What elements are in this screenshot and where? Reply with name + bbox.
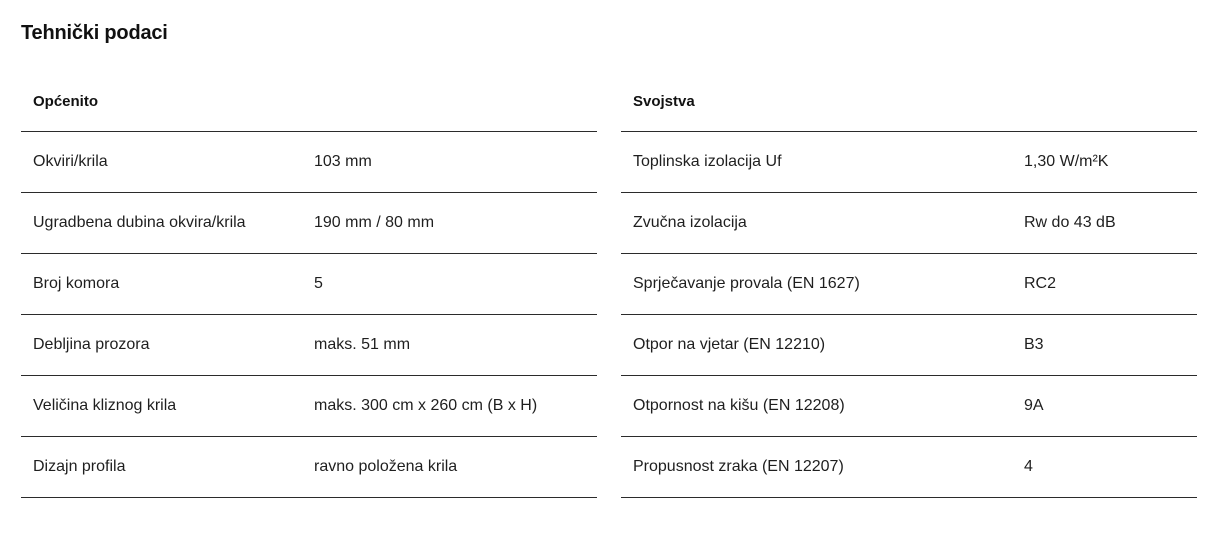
table-row	[21, 437, 597, 498]
table-row	[621, 437, 1197, 498]
table-row	[621, 376, 1197, 437]
table-row	[21, 132, 597, 193]
table-row	[621, 315, 1197, 376]
page-title: Tehnički podaci	[21, 22, 168, 44]
spec-label: Debljina prozora	[21, 315, 302, 376]
spec-label: Broj komora	[21, 254, 302, 315]
spec-label: Ugradbena dubina okvira/krila	[21, 193, 302, 254]
spec-value: 190 mm / 80 mm	[302, 193, 597, 254]
table-header-row	[621, 72, 1197, 132]
spec-value: 1,30 W/m²K	[1012, 132, 1197, 193]
spec-label: Toplinska izolacija Uf	[621, 132, 1012, 193]
properties-specs-table	[621, 72, 1197, 498]
spec-label: Zvučna izolacija	[621, 193, 1012, 254]
spec-value: 4	[1012, 437, 1197, 498]
spec-value: 5	[302, 254, 597, 315]
table-row	[621, 193, 1197, 254]
spec-value: 103 mm	[302, 132, 597, 193]
spec-value: maks. 51 mm	[302, 315, 597, 376]
spec-value: Rw do 43 dB	[1012, 193, 1197, 254]
spec-label: Otpor na vjetar (EN 12210)	[621, 315, 1012, 376]
spec-label: Propusnost zraka (EN 12207)	[621, 437, 1012, 498]
spec-value: maks. 300 cm x 260 cm (B x H)	[302, 376, 597, 437]
spec-label: Otpornost na kišu (EN 12208)	[621, 376, 1012, 437]
table-row	[21, 193, 597, 254]
spec-label: Sprječavanje provala (EN 1627)	[621, 254, 1012, 315]
table-row	[21, 315, 597, 376]
spec-label: Dizajn profila	[21, 437, 302, 498]
properties-heading: Svojstva	[621, 72, 1197, 132]
table-header-row	[21, 72, 597, 132]
spec-value: 9A	[1012, 376, 1197, 437]
spec-value: RC2	[1012, 254, 1197, 315]
spec-label: Okviri/krila	[21, 132, 302, 193]
spec-label: Veličina kliznog krila	[21, 376, 302, 437]
spec-value: ravno položena krila	[302, 437, 597, 498]
table-row	[21, 254, 597, 315]
general-specs-table	[21, 72, 597, 498]
spec-value: B3	[1012, 315, 1197, 376]
table-row	[21, 376, 597, 437]
table-row	[621, 254, 1197, 315]
table-row	[621, 132, 1197, 193]
general-heading: Općenito	[21, 72, 597, 132]
